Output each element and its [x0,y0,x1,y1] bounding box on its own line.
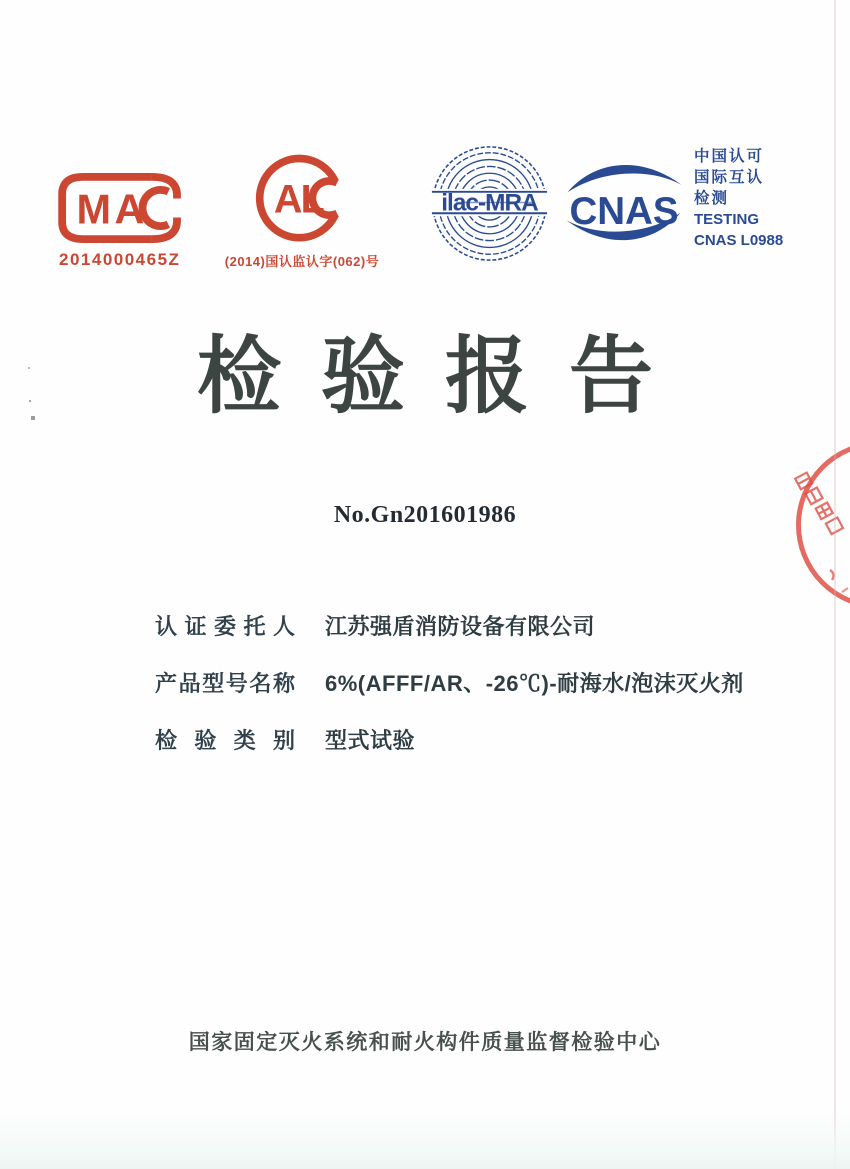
field-value: 江苏强盾消防设备有限公司 [325,614,596,639]
cma-certificate-number: 2014000465Z [59,250,181,269]
cnas-side-line: CNAS L0988 [694,232,784,249]
field-value: 6%(AFFF/AR、-26℃)-耐海水/泡沫灭火剂 [325,671,744,696]
report-number: No.Gn201601986 [333,502,517,528]
field-value: 型式试验 [325,728,416,753]
cnas-side-text [694,146,783,251]
field-row-test-category [155,724,744,758]
ilac-mra-label: ilac-MRA [441,189,538,217]
field-label: 检验类别 [155,728,295,753]
cal-logo-icon [248,152,356,246]
footer-org-name: 国家固定灭火系统和耐火构件质量监督检验中心 [188,1031,662,1054]
cma-letters: MA [76,185,148,233]
cal-certification-mark [218,152,386,270]
ilac-mra-mark [429,142,550,265]
cma-certification-mark [55,170,185,270]
field-row-product-model [155,667,744,701]
cnas-mark [562,157,686,250]
scan-noise-specks [28,367,30,369]
field-row-applicant [155,610,744,644]
scan-bottom-shading [0,1113,850,1169]
field-label: 认证委托人 [155,614,295,639]
cal-letters: AL [273,177,323,222]
cal-certificate-number: (2014)国认监认字(062)号 [224,254,380,269]
cnas-logo-icon [562,157,686,250]
cnas-side-line: 检测 [694,190,730,207]
cnas-side-line: TESTING [694,211,760,228]
cnas-side-line: 中国认可 [694,148,765,165]
report-title: 检验报告 [196,329,693,423]
cnas-letters: CNAS [569,190,679,234]
report-fields [155,610,744,781]
cnas-side-line: 国际互认 [694,169,765,186]
field-label: 产品型号名称 [155,671,295,696]
scan-edge-line [834,0,836,1169]
cma-logo-icon [55,170,185,246]
ilac-mra-logo-icon [429,142,550,265]
red-seal-characters [794,452,850,602]
